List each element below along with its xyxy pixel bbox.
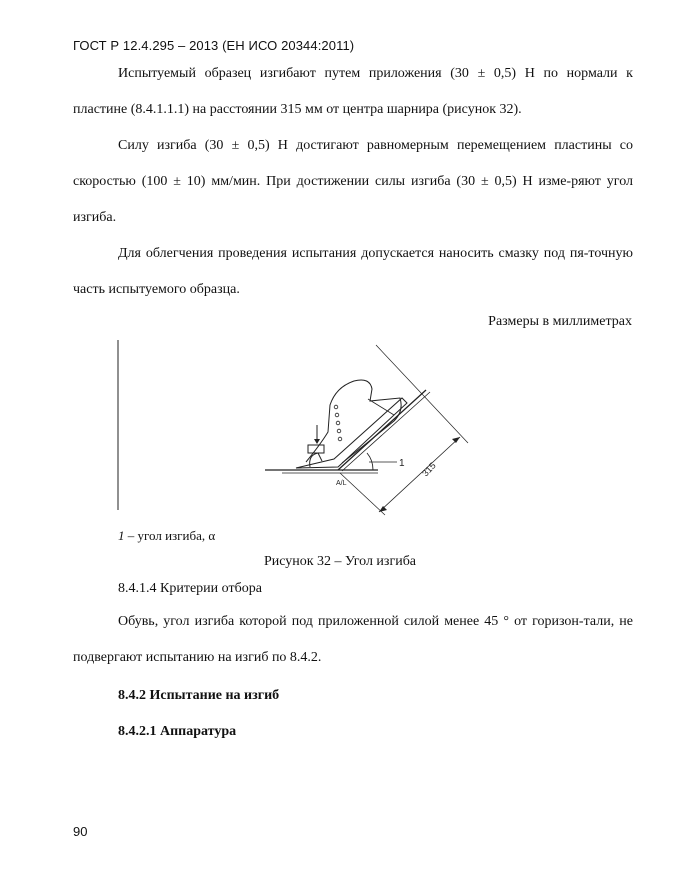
angle-arc: [367, 453, 373, 470]
eyelet: [336, 421, 340, 425]
units-note: Размеры в миллиметрах: [488, 314, 632, 329]
bending-plate: [338, 390, 426, 470]
page-number: 90: [73, 824, 88, 839]
heading-8421: 8.4.2.1 Аппаратура: [118, 724, 237, 739]
shoe-toe-cap: [368, 399, 394, 415]
eyelet: [337, 429, 341, 433]
paragraph-bending-force: Испытуемый образец изгибают путем приложения (30 ± 0,5) Н по нормали к пластине (8.4.1.1.1) на расстоянии 315 мм от центра шарнира (рисунок 32).: [73, 66, 633, 117]
dimension-arrow-bottom: [379, 506, 387, 512]
heading-842: 8.4.2 Испытание на изгиб: [118, 688, 280, 703]
figure-label-1: 1: [399, 458, 405, 469]
figure-label-al: A/L: [336, 480, 347, 487]
eyelet: [335, 413, 339, 417]
dimension-line-315: [379, 437, 460, 512]
figure-legend: [118, 528, 215, 544]
paragraph-selection-criteria: Обувь, угол изгиба которой под приложенной силой менее 45 ° от горизон-тали, не подвергают испытанию на изгиб по 8.4.2.: [73, 614, 633, 665]
eyelet: [338, 437, 342, 441]
paragraph-bending-speed: Силу изгиба (30 ± 0,5) Н достигают равномерным перемещением пластины со скоростью (100 ± 10) мм/мин. При достижении силы изгиба (30 ± 0,5) Н изме-ряют угол изгиба.: [73, 138, 633, 225]
figure-caption: Рисунок 32 – Угол изгиба: [263, 554, 417, 569]
legend-text: – угол изгиба, α: [124, 528, 216, 543]
force-arrowhead: [314, 439, 320, 444]
document-header: ГОСТ Р 12.4.295 – 2013 (ЕН ИСО 20344:2011): [73, 38, 355, 53]
dimension-label-315: 315: [420, 460, 438, 479]
bending-angle-figure: [110, 335, 490, 525]
dimension-arrow-top: [452, 437, 460, 443]
section-8414-title: 8.4.1.4 Критерии отбора: [118, 581, 262, 596]
legend-number: 1: [118, 528, 125, 543]
eyelet: [334, 405, 338, 409]
paragraph-lubricant: Для облегчения проведения испытания допускается наносить смазку под пя-точную часть испытуемого образца.: [73, 246, 633, 297]
dimension-extension-bottom: [340, 473, 385, 515]
bending-plate-edge: [342, 392, 430, 471]
